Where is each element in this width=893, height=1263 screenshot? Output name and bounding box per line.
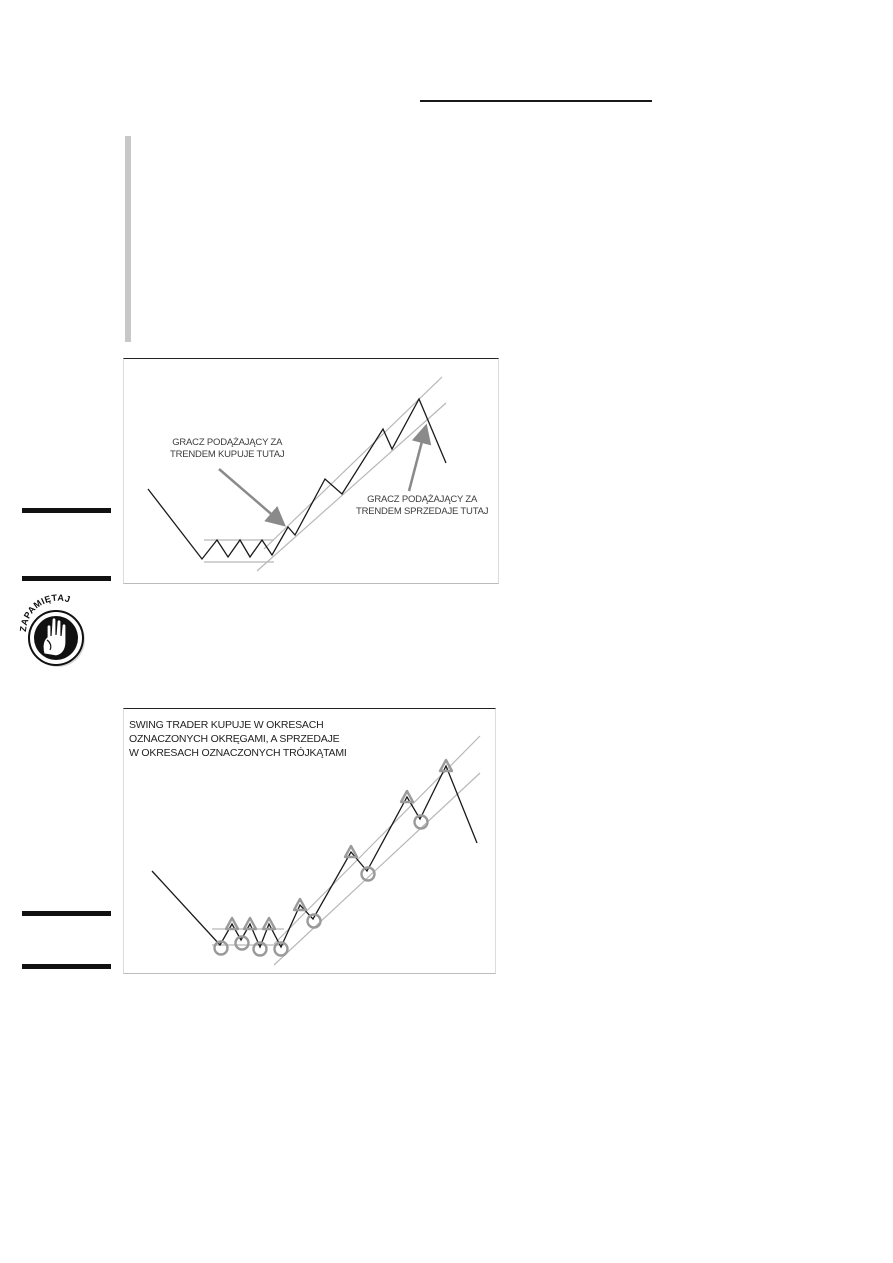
pointing-hand-icon [14,592,98,674]
sell-caption [356,494,488,518]
remember-label: ZAPAMIĘTAJ [17,592,72,633]
buy-arrow [219,469,284,525]
channel-lower-line [257,403,446,571]
trend-follower-diagram [124,359,498,583]
buy-markers [215,816,428,956]
swing-caption-line: W OKRESACH OZNACZONYCH TRÓJKĄTAMI [129,747,347,759]
sell-arrow [409,426,426,491]
swing-trader-figure [123,708,496,974]
buy-caption-line: TRENDEM KUPUJE TUTAJ [170,449,285,460]
margin-rule [22,576,111,581]
margin-rule [22,508,111,513]
swing-caption-line: SWING TRADER KUPUJE W OKRESACH [129,719,324,731]
swing-caption-line: OZNACZONYCH OKRĘGAMI, A SPRZEDAJE [129,733,340,745]
buy-caption-line: GRACZ PODĄŻAJĄCY ZA [172,437,283,448]
margin-rule [22,964,111,969]
channel-lower-line [274,773,480,965]
sell-caption-line: GRACZ PODĄŻAJĄCY ZA [367,494,478,505]
trend-follower-figure [123,358,499,584]
sidebar-accent-bar [125,136,131,342]
price-path [152,766,477,947]
remember-icon [14,592,98,674]
sell-caption-line: TRENDEM SPRZEDAJE TUTAJ [356,506,489,517]
swing-caption [129,718,347,760]
margin-rule [22,911,111,916]
header-rule [420,100,652,102]
buy-caption [170,437,284,461]
